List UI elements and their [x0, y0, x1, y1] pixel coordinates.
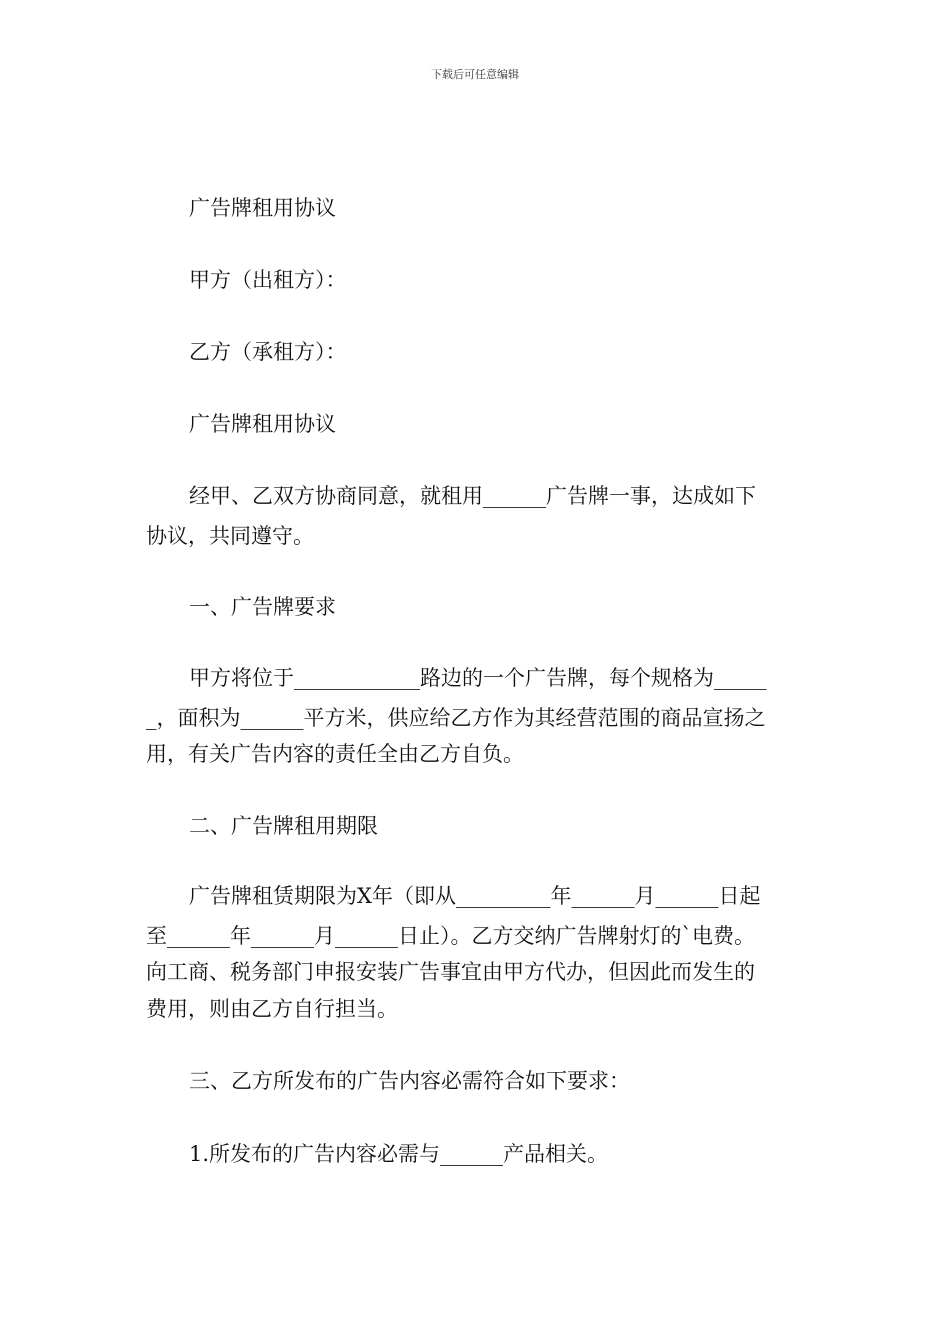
- section-3-item-1: 1.所发布的广告内容必需与______产品相关。: [189, 1142, 609, 1166]
- section-2-heading: 二、广告牌租用期限: [189, 814, 378, 838]
- intro-paragraph-line-2: 协议，共同遵守。: [146, 524, 314, 548]
- section-2-paragraph-line-3: 向工商、税务部门申报安装广告事宜由甲方代办，但因此而发生的: [146, 960, 755, 984]
- agreement-subtitle: 广告牌租用协议: [189, 412, 336, 436]
- page-header-note: 下载后可任意编辑: [431, 68, 519, 81]
- section-1-paragraph-line-1: 甲方将位于____________路边的一个广告牌，每个规格为_____: [189, 666, 767, 690]
- section-2-paragraph-line-1: 广告牌租赁期限为X年（即从_________年______月______日起: [189, 884, 761, 908]
- section-1-paragraph-line-2: _，面积为______平方米，供应给乙方作为其经营范围的商品宣扬之: [146, 706, 766, 730]
- intro-paragraph-line-1: 经甲、乙双方协商同意，就租用______广告牌一事，达成如下: [189, 484, 756, 508]
- party-b-line: 乙方（承租方）：: [189, 340, 347, 364]
- party-a-line: 甲方（出租方）：: [189, 268, 347, 292]
- section-2-paragraph-line-4: 费用，则由乙方自行担当。: [146, 997, 398, 1021]
- section-2-paragraph-line-2: 至______年______月______日止）。乙方交纳广告牌射灯的`电费。: [146, 924, 755, 948]
- document-title: 广告牌租用协议: [189, 196, 336, 220]
- section-1-paragraph-line-3: 用，有关广告内容的责任全由乙方自负。: [146, 742, 524, 766]
- section-1-heading: 一、广告牌要求: [189, 595, 336, 619]
- section-3-heading: 三、乙方所发布的广告内容必需符合如下要求：: [189, 1069, 630, 1093]
